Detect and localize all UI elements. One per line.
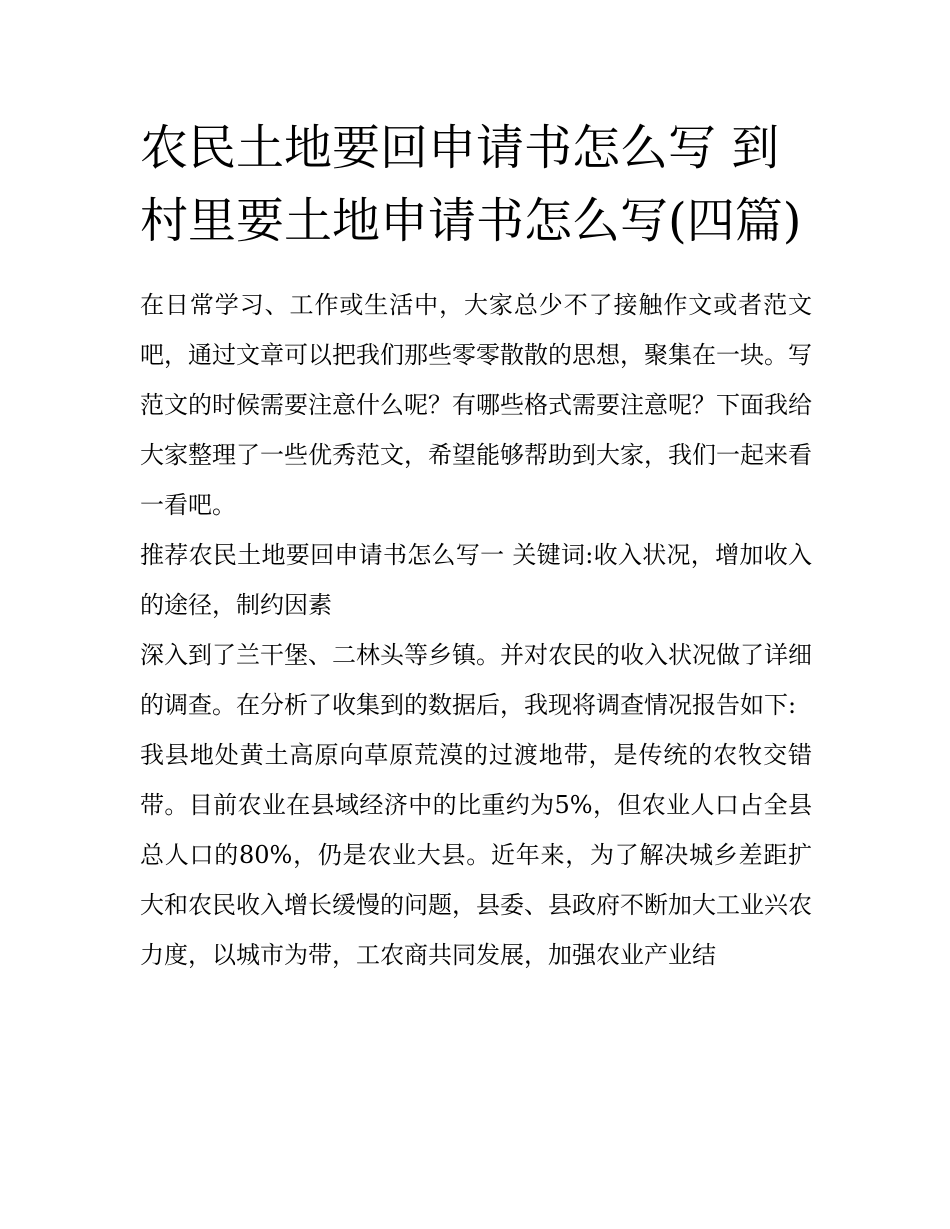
document-body (140, 280, 812, 980)
paragraph-keywords: 推荐农民土地要回申请书怎么写一 关键词:收入状况，增加收入的途径，制约因素 (140, 541, 812, 619)
document-title: 农民土地要回申请书怎么写 到村里要土地申请书怎么写(四篇) (140, 120, 802, 249)
document-page (140, 112, 812, 980)
paragraph-county-overview: 我县地处黄土高原向草原荒漠的过渡地带，是传统的农牧交错带。目前农业在县域经济中的比重约为5%，但农业人口占全县总人口的80%，仍是农业大县。近年来，为了解决城乡差距扩大和农民收入增长缓慢的问题，县委、县政府不断加大工业兴农力度，以城市为带，工农商共同发展，加强农业产业结 (140, 741, 812, 969)
paragraph-intro: 在日常学习、工作或生活中，大家总少不了接触作文或者范文吧，通过文章可以把我们那些零零散散的思想，聚集在一块。写范文的时候需要注意什么呢？有哪些格式需要注意呢？下面我给大家整理了一些优秀范文，希望能够帮助到大家，我们一起来看一看吧。 (140, 291, 812, 519)
paragraph-investigation: 深入到了兰干堡、二林头等乡镇。并对农民的收入状况做了详细的调查。在分析了收集到的数据后，我现将调查情况报告如下: (140, 641, 812, 719)
